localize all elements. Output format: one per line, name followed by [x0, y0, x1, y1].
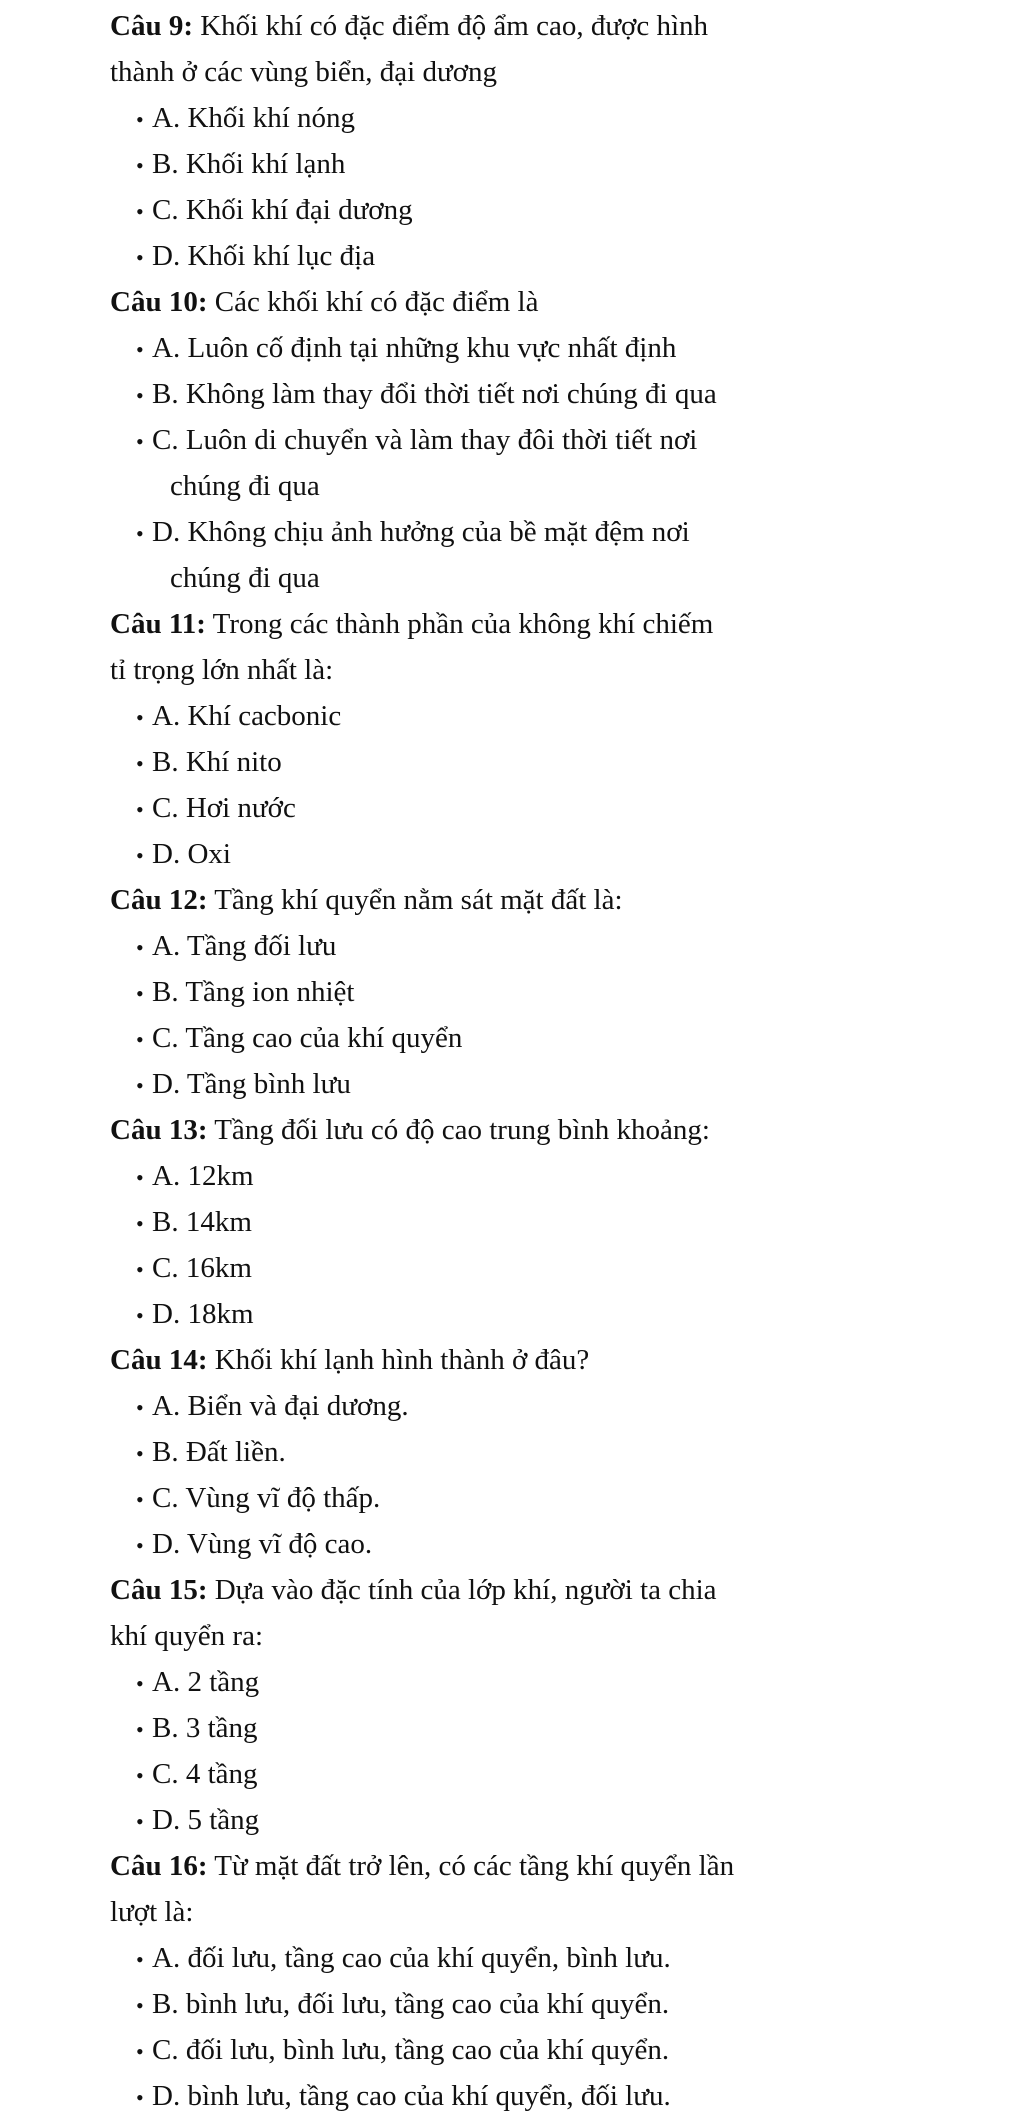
bullet-icon: •	[136, 1993, 144, 2018]
answer-option-text: A. Luôn cố định tại những khu vực nhất định	[152, 332, 677, 364]
question-number: Câu 11:	[110, 608, 206, 640]
answer-option	[136, 698, 341, 736]
question-stem-continued	[110, 652, 333, 688]
answer-option-text: A. Khối khí nóng	[152, 102, 355, 134]
bullet-icon: •	[136, 1487, 144, 1512]
answer-option-text: A. 12km	[152, 1160, 254, 1192]
question-number: Câu 15:	[110, 1574, 208, 1606]
question-text: khí quyển ra:	[110, 1620, 264, 1652]
answer-option-text: B. Khối khí lạnh	[152, 148, 346, 180]
bullet-icon: •	[136, 1073, 144, 1098]
question-stem	[110, 1112, 710, 1148]
answer-option	[136, 1986, 669, 2024]
answer-option-text: C. Hơi nước	[152, 792, 296, 824]
question-text: Dựa vào đặc tính của lớp khí, người ta chia	[214, 1574, 717, 1606]
answer-option-text: C. 4 tầng	[152, 1758, 258, 1790]
answer-option-text: B. 14km	[152, 1206, 252, 1238]
answer-option-text: A. 2 tầng	[152, 1666, 260, 1698]
answer-option	[136, 1710, 258, 1748]
bullet-icon: •	[136, 1533, 144, 1558]
question-text: thành ở các vùng biển, đại dương	[110, 56, 498, 88]
bullet-icon: •	[136, 751, 144, 776]
question-text: Khối khí lạnh hình thành ở đâu?	[214, 1344, 590, 1376]
answer-option	[136, 1296, 254, 1334]
bullet-icon: •	[136, 1947, 144, 1972]
answer-option-text: A. Biển và đại dương.	[152, 1390, 409, 1422]
answer-option-text: D. bình lưu, tầng cao của khí quyển, đối lưu.	[152, 2080, 671, 2112]
question-text: Khối khí có đặc điểm độ ẩm cao, được hình	[200, 10, 709, 42]
question-stem-continued	[110, 1618, 263, 1654]
question-stem	[110, 882, 623, 918]
answer-option	[136, 376, 717, 414]
answer-option	[136, 146, 345, 184]
bullet-icon: •	[136, 245, 144, 270]
bullet-icon: •	[136, 1763, 144, 1788]
question-text: Tầng đối lưu có độ cao trung bình khoảng:	[214, 1114, 710, 1146]
answer-option	[136, 422, 697, 460]
bullet-icon: •	[136, 1211, 144, 1236]
question-stem	[110, 606, 713, 642]
answer-option-text: A. Khí cacbonic	[152, 700, 342, 732]
answer-option	[136, 1756, 258, 1794]
bullet-icon: •	[136, 843, 144, 868]
answer-option-text: D. Tầng bình lưu	[152, 1068, 351, 1100]
answer-option-text: chúng đi qua	[170, 562, 320, 594]
bullet-icon: •	[136, 1165, 144, 1190]
question-text: lượt là:	[110, 1896, 194, 1928]
answer-option-text: chúng đi qua	[170, 470, 320, 502]
question-number: Câu 13:	[110, 1114, 208, 1146]
answer-option	[136, 1158, 254, 1196]
question-number: Câu 9:	[110, 10, 193, 42]
bullet-icon: •	[136, 1717, 144, 1742]
answer-option-text: A. đối lưu, tầng cao của khí quyển, bình lưu.	[152, 1942, 671, 1974]
answer-option-text: C. đối lưu, bình lưu, tầng cao của khí quyển.	[152, 2034, 670, 2066]
answer-option	[136, 1204, 252, 1242]
answer-option	[136, 974, 354, 1012]
answer-option	[136, 1388, 409, 1426]
answer-option	[136, 1434, 286, 1472]
question-stem-continued	[110, 54, 497, 90]
bullet-icon: •	[136, 935, 144, 960]
bullet-icon: •	[136, 797, 144, 822]
question-number: Câu 12:	[110, 884, 208, 916]
answer-option-text: B. Khí nito	[152, 746, 282, 778]
question-number: Câu 14:	[110, 1344, 208, 1376]
answer-option	[136, 1526, 372, 1564]
answer-option-text: D. 18km	[152, 1298, 254, 1330]
answer-option	[136, 514, 690, 552]
answer-option-text: C. 16km	[152, 1252, 252, 1284]
answer-option	[136, 1066, 351, 1104]
bullet-icon: •	[136, 2085, 144, 2110]
bullet-icon: •	[136, 981, 144, 1006]
answer-option	[136, 1020, 462, 1058]
question-stem	[110, 284, 538, 320]
answer-option	[136, 2078, 671, 2116]
answer-option	[136, 100, 355, 138]
bullet-icon: •	[136, 1395, 144, 1420]
question-text: Trong các thành phần của không khí chiếm	[212, 608, 714, 640]
bullet-icon: •	[136, 2039, 144, 2064]
bullet-icon: •	[136, 383, 144, 408]
answer-option	[136, 744, 282, 782]
bullet-icon: •	[136, 1441, 144, 1466]
answer-option-text: C. Khối khí đại dương	[152, 194, 413, 226]
answer-option	[136, 238, 375, 276]
question-text: Từ mặt đất trở lên, có các tầng khí quyển lần	[214, 1850, 735, 1882]
answer-option-text: A. Tầng đối lưu	[152, 930, 337, 962]
bullet-icon: •	[136, 1809, 144, 1834]
question-stem-continued	[110, 1894, 193, 1930]
answer-option-continued	[170, 468, 320, 504]
bullet-icon: •	[136, 429, 144, 454]
answer-option-text: C. Vùng vĩ độ thấp.	[152, 1482, 381, 1514]
bullet-icon: •	[136, 521, 144, 546]
answer-option-text: B. 3 tầng	[152, 1712, 258, 1744]
bullet-icon: •	[136, 337, 144, 362]
answer-option-text: D. Khối khí lục địa	[152, 240, 376, 272]
bullet-icon: •	[136, 199, 144, 224]
answer-option	[136, 1480, 380, 1518]
answer-option-text: D. Vùng vĩ độ cao.	[152, 1528, 373, 1560]
answer-option	[136, 1802, 259, 1840]
answer-option-text: B. bình lưu, đối lưu, tầng cao của khí quyển.	[152, 1988, 670, 2020]
bullet-icon: •	[136, 1671, 144, 1696]
bullet-icon: •	[136, 107, 144, 132]
question-text: Các khối khí có đặc điểm là	[214, 286, 539, 318]
bullet-icon: •	[136, 153, 144, 178]
bullet-icon: •	[136, 1027, 144, 1052]
question-stem	[110, 1572, 717, 1608]
answer-option	[136, 1664, 259, 1702]
answer-option	[136, 1250, 252, 1288]
question-stem	[110, 1848, 734, 1884]
question-text: Tầng khí quyển nằm sát mặt đất là:	[214, 884, 623, 916]
answer-option-text: D. 5 tầng	[152, 1804, 260, 1836]
question-stem	[110, 8, 708, 44]
bullet-icon: •	[136, 1303, 144, 1328]
question-stem	[110, 1342, 589, 1378]
question-text: tỉ trọng lớn nhất là:	[110, 654, 334, 686]
bullet-icon: •	[136, 1257, 144, 1282]
answer-option-text: B. Đất liền.	[152, 1436, 286, 1468]
answer-option	[136, 836, 231, 874]
answer-option	[136, 1940, 671, 1978]
answer-option-text: D. Không chịu ảnh hưởng của bề mặt đệm nơi	[152, 516, 690, 548]
answer-option	[136, 192, 413, 230]
answer-option-text: B. Không làm thay đổi thời tiết nơi chúng đi qua	[152, 378, 717, 410]
question-number: Câu 16:	[110, 1850, 208, 1882]
answer-option-text: C. Tầng cao của khí quyển	[152, 1022, 463, 1054]
answer-option	[136, 2032, 669, 2070]
question-number: Câu 10:	[110, 286, 208, 318]
answer-option-continued	[170, 560, 320, 596]
answer-option	[136, 330, 676, 368]
answer-option-text: D. Oxi	[152, 838, 231, 870]
answer-option	[136, 790, 296, 828]
answer-option-text: C. Luôn di chuyển và làm thay đôi thời tiết nơi	[152, 424, 698, 456]
answer-option	[136, 928, 336, 966]
bullet-icon: •	[136, 705, 144, 730]
answer-option-text: B. Tầng ion nhiệt	[152, 976, 355, 1008]
